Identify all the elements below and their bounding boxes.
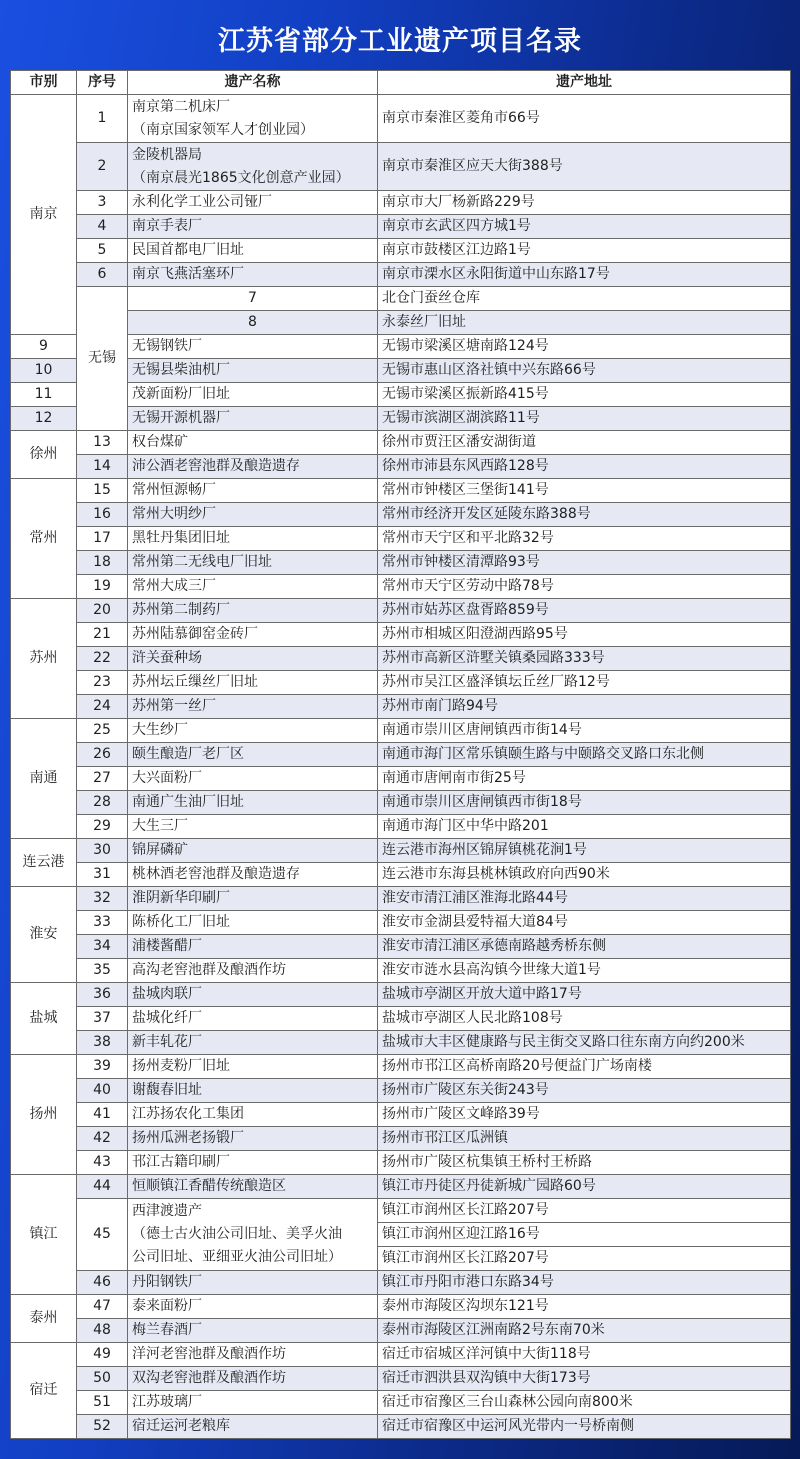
address-cell: 宿迁市宿豫区三台山森林公园向南800米 bbox=[378, 1391, 791, 1415]
table-row bbox=[11, 1103, 791, 1127]
number-cell: 49 bbox=[77, 1343, 128, 1367]
table-row bbox=[11, 935, 791, 959]
number-cell: 3 bbox=[77, 191, 128, 215]
address-cell: 淮安市涟水县高沟镇今世缘大道1号 bbox=[378, 959, 791, 983]
name-line-2: （德士古火油公司旧址、美孚火油 bbox=[132, 1226, 342, 1242]
number-cell: 52 bbox=[77, 1415, 128, 1439]
table-row bbox=[11, 407, 791, 431]
name-cell: 盐城肉联厂 bbox=[128, 983, 378, 1007]
table-row bbox=[11, 263, 791, 287]
name-cell: 扬州麦粉厂旧址 bbox=[128, 1055, 378, 1079]
name-cell: 颐生酿造厂老厂区 bbox=[128, 743, 378, 767]
address-cell: 宿迁市泗洪县双沟镇中大街173号 bbox=[378, 1367, 791, 1391]
number-cell: 2 bbox=[77, 143, 128, 191]
name-cell: 洋河老窖池群及酿酒作坊 bbox=[128, 1343, 378, 1367]
name-cell: 桃林酒老窖池群及酿造遗存 bbox=[128, 863, 378, 887]
name-cell: 大兴面粉厂 bbox=[128, 767, 378, 791]
address-cell: 无锡市滨湖区湖滨路11号 bbox=[378, 407, 791, 431]
name-cell: 苏州陆慕御窑金砖厂 bbox=[128, 623, 378, 647]
table-row bbox=[11, 143, 791, 191]
table-row bbox=[11, 815, 791, 839]
number-cell: 24 bbox=[77, 695, 128, 719]
number-cell: 17 bbox=[77, 527, 128, 551]
name-cell: 常州大明纱厂 bbox=[128, 503, 378, 527]
address-cell: 连云港市东海县桃林镇政府向西90米 bbox=[378, 863, 791, 887]
table-row bbox=[11, 95, 791, 143]
name-cell: 常州第二无线电厂旧址 bbox=[128, 551, 378, 575]
address-cell: 苏州市姑苏区盘胥路859号 bbox=[378, 599, 791, 623]
address-cell: 镇江市润州区迎江路16号 bbox=[378, 1223, 791, 1247]
number-cell: 18 bbox=[77, 551, 128, 575]
name-cell: 大生纱厂 bbox=[128, 719, 378, 743]
table-row bbox=[11, 599, 791, 623]
page-title: 江苏省部分工业遗产项目名录 bbox=[218, 26, 582, 57]
table-row bbox=[11, 887, 791, 911]
name-cell: 江苏玻璃厂 bbox=[128, 1391, 378, 1415]
table-row bbox=[11, 1415, 791, 1439]
address-cell: 南通市海门区常乐镇颐生路与中颐路交叉路口东北侧 bbox=[378, 743, 791, 767]
address-cell: 南京市秦淮区应天大街388号 bbox=[378, 143, 791, 191]
address-cell: 连云港市海州区锦屏镇桃花涧1号 bbox=[378, 839, 791, 863]
name-cell: 常州恒源畅厂 bbox=[128, 479, 378, 503]
number-cell: 15 bbox=[77, 479, 128, 503]
number-cell: 28 bbox=[77, 791, 128, 815]
address-cell: 盐城市亭湖区人民北路108号 bbox=[378, 1007, 791, 1031]
table-row bbox=[11, 983, 791, 1007]
city-cell: 苏州 bbox=[11, 599, 77, 719]
number-cell: 1 bbox=[77, 95, 128, 143]
address-cell: 扬州市邗江区瓜洲镇 bbox=[378, 1127, 791, 1151]
name-cell: 谢馥春旧址 bbox=[128, 1079, 378, 1103]
address-cell: 泰州市海陵区沟坝东121号 bbox=[378, 1295, 791, 1319]
number-cell: 46 bbox=[77, 1271, 128, 1295]
name-cell: 恒顺镇江香醋传统酿造区 bbox=[128, 1175, 378, 1199]
table-row bbox=[11, 191, 791, 215]
number-cell: 35 bbox=[77, 959, 128, 983]
header-number: 序号 bbox=[77, 71, 128, 95]
header-city: 市别 bbox=[11, 71, 77, 95]
number-cell: 45 bbox=[77, 1199, 128, 1271]
address-cell: 徐州市贾汪区潘安湖街道 bbox=[378, 431, 791, 455]
name-cell: 茂新面粉厂旧址 bbox=[128, 383, 378, 407]
address-cell: 南京市秦淮区菱角市66号 bbox=[378, 95, 791, 143]
name-cell: 盐城化纤厂 bbox=[128, 1007, 378, 1031]
table-row bbox=[11, 695, 791, 719]
table-row bbox=[11, 1151, 791, 1175]
number-cell: 42 bbox=[77, 1127, 128, 1151]
number-cell: 38 bbox=[77, 1031, 128, 1055]
name-cell: 梅兰春酒厂 bbox=[128, 1319, 378, 1343]
address-cell: 苏州市吴江区盛泽镇坛丘丝厂路12号 bbox=[378, 671, 791, 695]
name-cell bbox=[128, 1199, 378, 1271]
number-cell: 23 bbox=[77, 671, 128, 695]
city-cell: 南京 bbox=[11, 95, 77, 335]
table-row bbox=[11, 455, 791, 479]
table-row bbox=[11, 1271, 791, 1295]
name-cell: 民国首都电厂旧址 bbox=[128, 239, 378, 263]
name-cell: 北仓门蚕丝仓库 bbox=[378, 287, 791, 311]
address-cell: 常州市经济开发区延陵东路388号 bbox=[378, 503, 791, 527]
number-cell: 26 bbox=[77, 743, 128, 767]
address-cell: 盐城市大丰区健康路与民主街交叉路口往东南方向约200米 bbox=[378, 1031, 791, 1055]
address-cell: 镇江市丹阳市港口东路34号 bbox=[378, 1271, 791, 1295]
number-cell: 10 bbox=[11, 359, 77, 383]
table-row bbox=[11, 575, 791, 599]
name-cell bbox=[128, 95, 378, 143]
number-cell: 9 bbox=[11, 335, 77, 359]
table-row bbox=[11, 1007, 791, 1031]
table-row bbox=[11, 911, 791, 935]
table-row bbox=[11, 1391, 791, 1415]
name-cell: 双沟老窖池群及酿酒作坊 bbox=[128, 1367, 378, 1391]
address-cell: 南通市海门区中华中路201 bbox=[378, 815, 791, 839]
number-cell: 33 bbox=[77, 911, 128, 935]
table-row bbox=[11, 623, 791, 647]
name-cell: 苏州第二制药厂 bbox=[128, 599, 378, 623]
table-row bbox=[11, 431, 791, 455]
header-name: 遗产名称 bbox=[128, 71, 378, 95]
city-cell: 无锡 bbox=[77, 287, 128, 431]
address-cell: 常州市钟楼区清潭路93号 bbox=[378, 551, 791, 575]
name-cell bbox=[128, 143, 378, 191]
name-cell: 无锡钢铁厂 bbox=[128, 335, 378, 359]
address-cell: 扬州市广陵区东关街243号 bbox=[378, 1079, 791, 1103]
city-cell: 宿迁 bbox=[11, 1343, 77, 1439]
name-cell: 沛公酒老窖池群及酿造遗存 bbox=[128, 455, 378, 479]
name-line-1: 南京第二机床厂 bbox=[132, 98, 230, 115]
name-cell: 浦楼酱醋厂 bbox=[128, 935, 378, 959]
number-cell: 44 bbox=[77, 1175, 128, 1199]
name-cell: 锦屏磷矿 bbox=[128, 839, 378, 863]
table-row bbox=[11, 647, 791, 671]
number-cell: 16 bbox=[77, 503, 128, 527]
name-cell: 权台煤矿 bbox=[128, 431, 378, 455]
city-cell: 常州 bbox=[11, 479, 77, 599]
number-cell: 32 bbox=[77, 887, 128, 911]
address-cell: 淮安市清江浦区承德南路越秀桥东侧 bbox=[378, 935, 791, 959]
name-cell: 泰来面粉厂 bbox=[128, 1295, 378, 1319]
table-row bbox=[11, 1343, 791, 1367]
name-line-1: 金陵机器局 bbox=[132, 146, 202, 163]
address-cell: 无锡市梁溪区塘南路124号 bbox=[378, 335, 791, 359]
city-cell: 盐城 bbox=[11, 983, 77, 1055]
city-cell: 泰州 bbox=[11, 1295, 77, 1343]
number-cell: 5 bbox=[77, 239, 128, 263]
number-cell: 50 bbox=[77, 1367, 128, 1391]
number-cell: 36 bbox=[77, 983, 128, 1007]
table-row bbox=[11, 359, 791, 383]
name-cell: 邗江古籍印刷厂 bbox=[128, 1151, 378, 1175]
table-row bbox=[11, 215, 791, 239]
table-row bbox=[11, 1367, 791, 1391]
table-header-row bbox=[11, 71, 791, 95]
number-cell: 12 bbox=[11, 407, 77, 431]
number-cell: 21 bbox=[77, 623, 128, 647]
address-cell: 南京市玄武区四方城1号 bbox=[378, 215, 791, 239]
city-cell: 徐州 bbox=[11, 431, 77, 479]
heritage-table bbox=[10, 70, 791, 1439]
name-line-2: （南京国家领军人才创业园） bbox=[132, 121, 314, 138]
number-cell: 29 bbox=[77, 815, 128, 839]
address-cell: 宿迁市宿城区洋河镇中大街118号 bbox=[378, 1343, 791, 1367]
name-cell: 南京飞燕活塞环厂 bbox=[128, 263, 378, 287]
name-cell: 南京手表厂 bbox=[128, 215, 378, 239]
number-cell: 37 bbox=[77, 1007, 128, 1031]
name-line-3: 公司旧址、亚细亚火油公司旧址） bbox=[132, 1249, 342, 1265]
number-cell: 8 bbox=[128, 311, 378, 335]
number-cell: 25 bbox=[77, 719, 128, 743]
name-cell: 大生三厂 bbox=[128, 815, 378, 839]
table-row bbox=[11, 383, 791, 407]
name-cell: 扬州瓜洲老扬锻厂 bbox=[128, 1127, 378, 1151]
number-cell: 22 bbox=[77, 647, 128, 671]
table-row bbox=[11, 1031, 791, 1055]
number-cell: 30 bbox=[77, 839, 128, 863]
name-cell: 无锡县柴油机厂 bbox=[128, 359, 378, 383]
address-cell: 苏州市相城区阳澄湖西路95号 bbox=[378, 623, 791, 647]
address-cell: 盐城市亭湖区开放大道中路17号 bbox=[378, 983, 791, 1007]
table-row bbox=[11, 1319, 791, 1343]
table-row bbox=[11, 287, 791, 311]
number-cell: 19 bbox=[77, 575, 128, 599]
number-cell: 14 bbox=[77, 455, 128, 479]
address-cell: 南京市溧水区永阳街道中山东路17号 bbox=[378, 263, 791, 287]
address-cell: 南通市崇川区唐闸镇西市街18号 bbox=[378, 791, 791, 815]
address-cell: 泰州市海陵区江洲南路2号东南70米 bbox=[378, 1319, 791, 1343]
name-cell: 丹阳钢铁厂 bbox=[128, 1271, 378, 1295]
name-cell: 新丰轧花厂 bbox=[128, 1031, 378, 1055]
table-row bbox=[11, 839, 791, 863]
name-cell: 无锡开源机器厂 bbox=[128, 407, 378, 431]
header-address: 遗产地址 bbox=[378, 71, 791, 95]
address-cell: 扬州市广陵区文峰路39号 bbox=[378, 1103, 791, 1127]
table-row bbox=[11, 239, 791, 263]
name-line-1: 西津渡遗产 bbox=[132, 1203, 202, 1219]
number-cell: 11 bbox=[11, 383, 77, 407]
table-row bbox=[11, 743, 791, 767]
table-row bbox=[11, 671, 791, 695]
address-cell: 苏州市高新区浒墅关镇桑园路333号 bbox=[378, 647, 791, 671]
number-cell: 7 bbox=[128, 287, 378, 311]
name-cell: 苏州第一丝厂 bbox=[128, 695, 378, 719]
name-cell: 高沟老窖池群及酿酒作坊 bbox=[128, 959, 378, 983]
number-cell: 41 bbox=[77, 1103, 128, 1127]
address-cell: 南通市崇川区唐闸镇西市街14号 bbox=[378, 719, 791, 743]
table-row bbox=[11, 863, 791, 887]
address-cell: 扬州市广陵区杭集镇王桥村王桥路 bbox=[378, 1151, 791, 1175]
table-body bbox=[11, 95, 791, 1439]
table-row bbox=[11, 503, 791, 527]
city-cell: 淮安 bbox=[11, 887, 77, 983]
address-cell: 南通市唐闸南市街25号 bbox=[378, 767, 791, 791]
address-cell: 无锡市梁溪区振新路415号 bbox=[378, 383, 791, 407]
table-row bbox=[11, 959, 791, 983]
table-row bbox=[11, 791, 791, 815]
address-cell: 淮安市清江浦区淮海北路44号 bbox=[378, 887, 791, 911]
address-cell: 常州市钟楼区三堡街141号 bbox=[378, 479, 791, 503]
name-cell: 宿迁运河老粮库 bbox=[128, 1415, 378, 1439]
number-cell: 51 bbox=[77, 1391, 128, 1415]
number-cell: 27 bbox=[77, 767, 128, 791]
name-cell: 永泰丝厂旧址 bbox=[378, 311, 791, 335]
address-cell: 宿迁市宿豫区中运河风光带内一号桥南侧 bbox=[378, 1415, 791, 1439]
city-cell: 扬州 bbox=[11, 1055, 77, 1175]
address-cell: 南京市大厂杨新路229号 bbox=[378, 191, 791, 215]
number-cell: 48 bbox=[77, 1319, 128, 1343]
table-row bbox=[11, 527, 791, 551]
number-cell: 31 bbox=[77, 863, 128, 887]
table-row bbox=[11, 1079, 791, 1103]
number-cell: 20 bbox=[77, 599, 128, 623]
city-cell: 南通 bbox=[11, 719, 77, 839]
table-row bbox=[11, 1199, 791, 1223]
number-cell: 13 bbox=[77, 431, 128, 455]
table-row bbox=[11, 1055, 791, 1079]
name-cell: 南通广生油厂旧址 bbox=[128, 791, 378, 815]
table-row bbox=[11, 479, 791, 503]
name-cell: 永利化学工业公司铔厂 bbox=[128, 191, 378, 215]
name-cell: 黑牡丹集团旧址 bbox=[128, 527, 378, 551]
address-cell: 无锡市惠山区洛社镇中兴东路66号 bbox=[378, 359, 791, 383]
table-row bbox=[11, 335, 791, 359]
address-cell: 镇江市润州区长江路207号 bbox=[378, 1247, 791, 1271]
name-cell: 江苏扬农化工集团 bbox=[128, 1103, 378, 1127]
address-cell: 南京市鼓楼区江边路1号 bbox=[378, 239, 791, 263]
address-cell: 常州市天宁区和平北路32号 bbox=[378, 527, 791, 551]
table-row bbox=[11, 1175, 791, 1199]
name-cell: 淮阴新华印刷厂 bbox=[128, 887, 378, 911]
number-cell: 34 bbox=[77, 935, 128, 959]
name-cell: 常州大成三厂 bbox=[128, 575, 378, 599]
table-row bbox=[11, 767, 791, 791]
number-cell: 40 bbox=[77, 1079, 128, 1103]
address-cell: 苏州市南门路94号 bbox=[378, 695, 791, 719]
address-cell: 徐州市沛县东风西路128号 bbox=[378, 455, 791, 479]
address-cell: 常州市天宁区劳动中路78号 bbox=[378, 575, 791, 599]
address-cell: 镇江市润州区长江路207号 bbox=[378, 1199, 791, 1223]
number-cell: 43 bbox=[77, 1151, 128, 1175]
number-cell: 39 bbox=[77, 1055, 128, 1079]
address-cell: 淮安市金湖县爱特福大道84号 bbox=[378, 911, 791, 935]
number-cell: 47 bbox=[77, 1295, 128, 1319]
city-cell: 连云港 bbox=[11, 839, 77, 887]
address-cell: 扬州市邗江区高桥南路20号便益门广场南楼 bbox=[378, 1055, 791, 1079]
city-cell: 镇江 bbox=[11, 1175, 77, 1295]
name-cell: 苏州坛丘缫丝厂旧址 bbox=[128, 671, 378, 695]
name-cell: 浒关蚕种场 bbox=[128, 647, 378, 671]
table-row bbox=[11, 719, 791, 743]
table-row bbox=[11, 1127, 791, 1151]
name-line-2: （南京晨光1865文化创意产业园） bbox=[132, 169, 350, 186]
name-cell: 陈桥化工厂旧址 bbox=[128, 911, 378, 935]
number-cell: 6 bbox=[77, 263, 128, 287]
address-cell: 镇江市丹徒区丹徒新城广园路60号 bbox=[378, 1175, 791, 1199]
number-cell: 4 bbox=[77, 215, 128, 239]
table-row bbox=[11, 311, 791, 335]
table-row bbox=[11, 1295, 791, 1319]
table-row bbox=[11, 551, 791, 575]
